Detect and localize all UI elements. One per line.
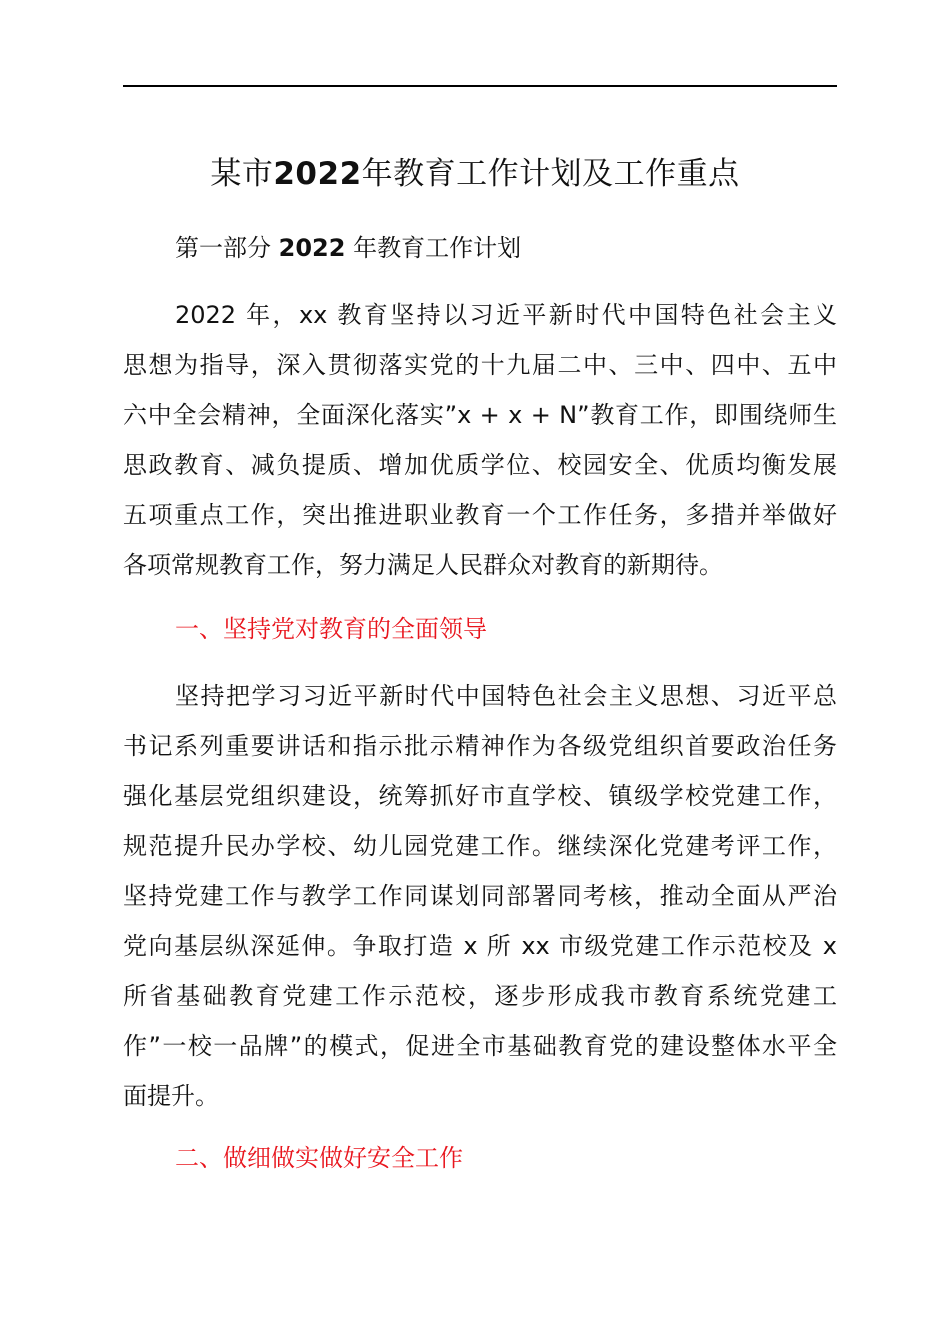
paragraph-line: 坚持把学习习近平新时代中国特色社会主义思想、习近平总 bbox=[175, 682, 837, 710]
paragraph-line: 强化基层党组织建设，统筹抓好市直学校、镇级学校党建工作， bbox=[123, 782, 837, 810]
title-prefix: 某市 bbox=[210, 156, 274, 192]
part-one-year: 2022 bbox=[278, 234, 346, 262]
header-rule bbox=[123, 85, 837, 87]
paragraph-line: 党向基层纵深延伸。争取打造 x 所 xx 市级党建工作示范校及 x bbox=[123, 932, 837, 960]
paragraph-line: 面提升。 bbox=[123, 1082, 219, 1110]
title-year: 2022 bbox=[273, 156, 362, 192]
document-title bbox=[0, 148, 950, 200]
paragraph-line: 规范提升民办学校、幼儿园党建工作。继续深化党建考评工作， bbox=[123, 832, 837, 860]
section-one-paragraph bbox=[123, 671, 837, 1121]
paragraph-line: 所省基础教育党建工作示范校，逐步形成我市教育系统党建工 bbox=[123, 982, 837, 1010]
paragraph-line: 思想为指导，深入贯彻落实党的十九届二中、三中、四中、五中 bbox=[123, 351, 837, 379]
intro-paragraph bbox=[123, 290, 837, 590]
paragraph-line: 各项常规教育工作，努力满足人民群众对教育的新期待。 bbox=[123, 551, 723, 579]
part-one-heading bbox=[175, 228, 521, 268]
paragraph-line: 2022 年，xx 教育坚持以习近平新时代中国特色社会主义 bbox=[175, 301, 837, 329]
title-suffix: 年教育工作计划及工作重点 bbox=[361, 156, 740, 192]
part-one-prefix: 第一部分 bbox=[175, 234, 271, 262]
section-two-heading: 二、做细做实做好安全工作 bbox=[175, 1144, 463, 1172]
part-one-suffix: 年教育工作计划 bbox=[353, 234, 522, 262]
paragraph-line: 思政教育、减负提质、增加优质学位、校园安全、优质均衡发展 bbox=[123, 451, 837, 479]
paragraph-line: 五项重点工作，突出推进职业教育一个工作任务，多措并举做好 bbox=[123, 501, 837, 529]
paragraph-line: 六中全会精神，全面深化落实”x + x + N”教育工作，即围绕师生 bbox=[123, 401, 837, 429]
paragraph-line: 书记系列重要讲话和指示批示精神作为各级党组织首要政治任务 bbox=[123, 732, 837, 760]
paragraph-line: 坚持党建工作与教学工作同谋划同部署同考核，推动全面从严治 bbox=[123, 882, 837, 910]
section-one-heading: 一、坚持党对教育的全面领导 bbox=[175, 615, 487, 643]
paragraph-line: 作”一校一品牌”的模式，促进全市基础教育党的建设整体水平全 bbox=[123, 1032, 837, 1060]
